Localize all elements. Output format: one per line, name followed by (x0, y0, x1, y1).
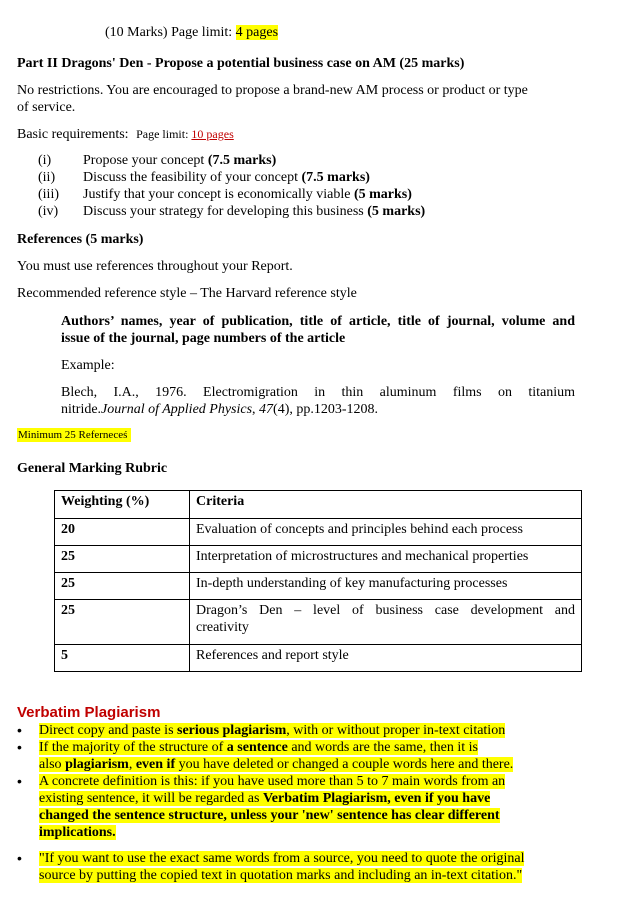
rubric-header-row (55, 491, 582, 519)
plagiarism-bullet-1: Direct copy and paste is serious plagiarism, with or without proper in-text citation (39, 723, 506, 738)
row-weight: 25 (55, 573, 190, 600)
item-number: (ii) (38, 170, 56, 185)
example-line2: nitride.Journal of Applied Physics, 47(4), pp.1203-1208. (61, 402, 379, 417)
row-weight: 25 (55, 600, 190, 645)
minimum-references-note: Minimum 25 Referneceś (17, 428, 131, 442)
bullet-icon: • (17, 722, 22, 738)
references-title: References (5 marks) (17, 232, 144, 247)
item-marks: (7.5 marks) (207, 153, 277, 168)
page-limit-value[interactable]: 10 pages (191, 127, 234, 141)
item-number: (iv) (38, 204, 59, 219)
reference-format-line1: Authors’ names, year of publication, title of article, title of journal, volume and (61, 314, 575, 329)
table-row (55, 519, 582, 546)
header-weighting: Weighting (%) (55, 491, 190, 519)
table-row (55, 573, 582, 600)
row-weight: 20 (55, 519, 190, 546)
table-row (55, 600, 582, 645)
part2-intro-line1: No restrictions. You are encouraged to propose a brand-new AM process or product or type (17, 83, 528, 98)
part2-intro-line2: of service. (17, 100, 76, 115)
row-criteria: In-depth understanding of key manufacturing processes (190, 573, 582, 600)
row-weight: 5 (55, 645, 190, 672)
item-marks: (5 marks) (367, 204, 426, 219)
reference-format-line2: issue of the journal, page numbers of the article (61, 331, 346, 346)
table-row (55, 645, 582, 672)
item-number: (iii) (38, 187, 59, 202)
plagiarism-bullet-4-line2: source by putting the copied text in quotation marks and including an in-text citation." (39, 868, 523, 883)
item-text: Discuss the feasibility of your concept (7.5 marks) (83, 170, 370, 185)
item-number: (i) (38, 153, 52, 168)
plagiarism-bullet-4-line1: "If you want to use the exact same words from a source, you need to quote the original (39, 851, 525, 866)
example-label: Example: (61, 358, 115, 373)
marks-limit-highlight: 4 pages (235, 25, 279, 40)
references-line2: Recommended reference style – The Harvard reference style (17, 286, 357, 301)
item-text: Justify that your concept is economically viable (5 marks) (83, 187, 412, 202)
basic-requirements-line (17, 126, 234, 143)
marks-prefix: (10 Marks) Page limit: (105, 25, 236, 40)
row-criteria: Interpretation of microstructures and mechanical properties (190, 546, 582, 573)
row-criteria: Dragon’s Den – level of business case development and creativity (190, 600, 582, 645)
plagiarism-bullet-3-line3: changed the sentence structure, unless your 'new' sentence has clear different (39, 808, 500, 823)
rubric-table (54, 490, 582, 672)
row-criteria: Evaluation of concepts and principles behind each process (190, 519, 582, 546)
plagiarism-title: Verbatim Plagiarism (17, 704, 161, 721)
item-text: Discuss your strategy for developing this business (5 marks) (83, 204, 426, 219)
bullet-icon: • (17, 773, 22, 789)
plagiarism-bullet-3-line4: implications. (39, 825, 116, 840)
example-line1: Blech, I.A., 1976. Electromigration in thin aluminum films on titanium (61, 385, 575, 400)
plagiarism-bullet-3-line1: A concrete definition is this: if you have used more than 5 to 7 main words from an (39, 774, 506, 789)
rubric-title: General Marking Rubric (17, 461, 168, 476)
plagiarism-bullet-2-line2: also plagiarism, even if you have deleted or changed a couple words here and there. (39, 757, 514, 772)
table-row (55, 546, 582, 573)
marks-line (105, 24, 278, 41)
page-limit-label: Page limit: (136, 127, 192, 141)
header-criteria: Criteria (190, 491, 582, 519)
row-criteria: References and report style (190, 645, 582, 672)
journal-name: Journal of Applied Physics (101, 402, 253, 417)
plagiarism-bullet-3-line2: existing sentence, it will be regarded as Verbatim Plagiarism, even if you have (39, 791, 491, 806)
references-line1: You must use references throughout your Report. (17, 259, 293, 274)
plagiarism-bullet-2-line1: If the majority of the structure of a sentence and words are the same, then it is (39, 740, 478, 755)
item-marks: (5 marks) (353, 187, 412, 202)
item-text: Propose your concept (7.5 marks) (83, 153, 277, 168)
basic-requirements-label: Basic requirements: (17, 127, 133, 142)
part2-title: Part II Dragons' Den - Propose a potential business case on AM (25 marks) (17, 56, 465, 71)
bullet-icon: • (17, 739, 22, 755)
journal-volume: 47 (259, 402, 274, 417)
bullet-icon: • (17, 850, 22, 866)
item-marks: (7.5 marks) (301, 170, 370, 185)
row-weight: 25 (55, 546, 190, 573)
